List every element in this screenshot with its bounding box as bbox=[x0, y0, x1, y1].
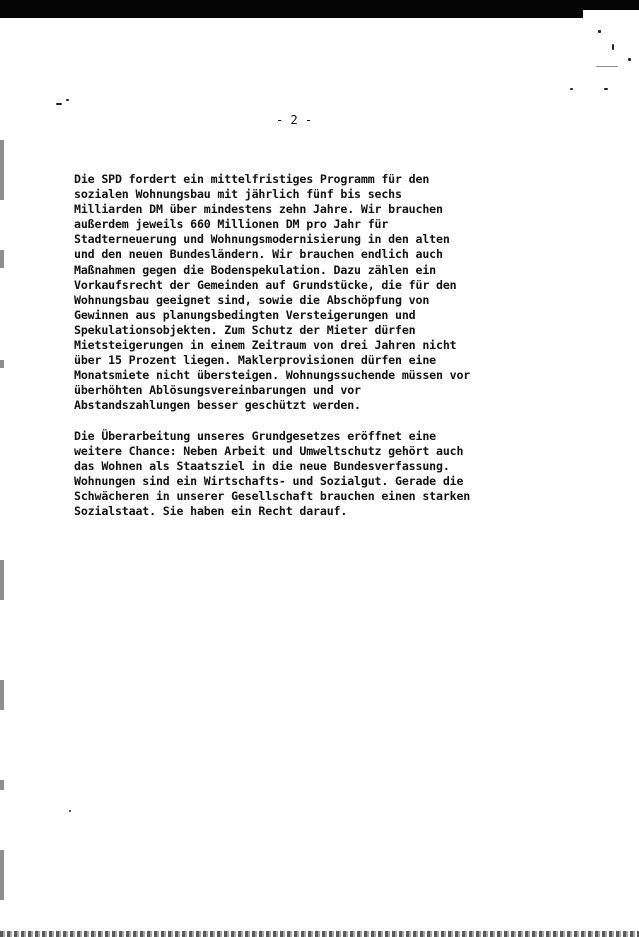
text-line: Wohnungen sind ein Wirtschafts- und Sozialgut. Gerade die bbox=[74, 473, 464, 488]
text-line: Sozialstaat. Sie haben ein Recht darauf. bbox=[74, 503, 348, 518]
scan-top-border bbox=[0, 0, 583, 18]
text-line: Vorkaufsrecht der Gemeinden auf Grundstücke, die für den bbox=[74, 277, 457, 292]
text-line: Die SPD fordert ein mittelfristiges Programm für den bbox=[74, 172, 430, 186]
scan-left-edge bbox=[0, 560, 4, 600]
text-line: Monatsmiete nicht übersteigen. Wohnungssuchende müssen vor bbox=[74, 368, 471, 383]
text-line: Mietsteigerungen in einem Zeitraum von drei Jahren nicht bbox=[74, 338, 457, 353]
text-line: das Wohnen als Staatsziel in die neue Bundesverfassung. bbox=[74, 458, 450, 473]
scan-speck bbox=[66, 99, 69, 101]
scan-speck bbox=[612, 44, 614, 50]
scan-speck bbox=[69, 810, 71, 812]
scan-left-edge bbox=[0, 360, 4, 368]
text-line: Spekulationsobjekten. Zum Schutz der Mieter dürfen bbox=[74, 322, 416, 337]
scan-top-border-right bbox=[583, 0, 639, 10]
paragraph bbox=[74, 172, 514, 414]
scan-left-edge bbox=[0, 680, 4, 710]
text-line: Abstandszahlungen besser geschützt werden. bbox=[74, 398, 361, 413]
text-line: Gewinnen aus planungsbedingten Versteigerungen und bbox=[74, 307, 416, 322]
paragraph bbox=[74, 429, 514, 520]
paragraph-gap bbox=[74, 414, 514, 429]
document-body bbox=[74, 172, 514, 519]
text-line: Die Überarbeitung unseres Grundgesetzes eröffnet eine bbox=[74, 428, 436, 443]
text-line: überhöhten Ablösungsvereinbarungen und vor bbox=[74, 383, 361, 398]
scan-speck bbox=[56, 103, 62, 105]
scan-speck bbox=[596, 66, 618, 67]
text-line: Milliarden DM über mindestens zehn Jahre. Wir brauchen bbox=[74, 202, 443, 217]
text-line: weitere Chance: Neben Arbeit und Umweltschutz gehört auch bbox=[74, 443, 464, 458]
scan-speck bbox=[628, 58, 631, 61]
scan-left-edge bbox=[0, 140, 4, 200]
scan-left-edge bbox=[0, 780, 4, 790]
text-line: und den neuen Bundesländern. Wir brauchen endlich auch bbox=[74, 247, 443, 262]
text-line: außerdem jeweils 660 Millionen DM pro Jahr für bbox=[74, 217, 389, 232]
scan-left-edge bbox=[0, 850, 4, 900]
text-line: Schwächeren in unserer Gesellschaft brauchen einen starken bbox=[74, 488, 471, 503]
scan-bottom-border bbox=[0, 931, 639, 937]
text-line: sozialen Wohnungsbau mit jährlich fünf bis sechs bbox=[74, 187, 402, 202]
scan-left-edge bbox=[0, 250, 4, 268]
text-line: Wohnungsbau geeignet sind, sowie die Abschöpfung von bbox=[74, 292, 430, 307]
scan-speck bbox=[570, 88, 573, 90]
scan-speck bbox=[598, 30, 601, 33]
text-line: Maßnahmen gegen die Bodenspekulation. Dazu zählen ein bbox=[74, 262, 436, 277]
page-number: - 2 - bbox=[276, 113, 313, 127]
text-line: Stadterneuerung und Wohnungsmodernisierung in den alten bbox=[74, 232, 450, 247]
text-line: über 15 Prozent liegen. Maklerprovisionen dürfen eine bbox=[74, 353, 436, 368]
scan-speck bbox=[604, 88, 608, 90]
